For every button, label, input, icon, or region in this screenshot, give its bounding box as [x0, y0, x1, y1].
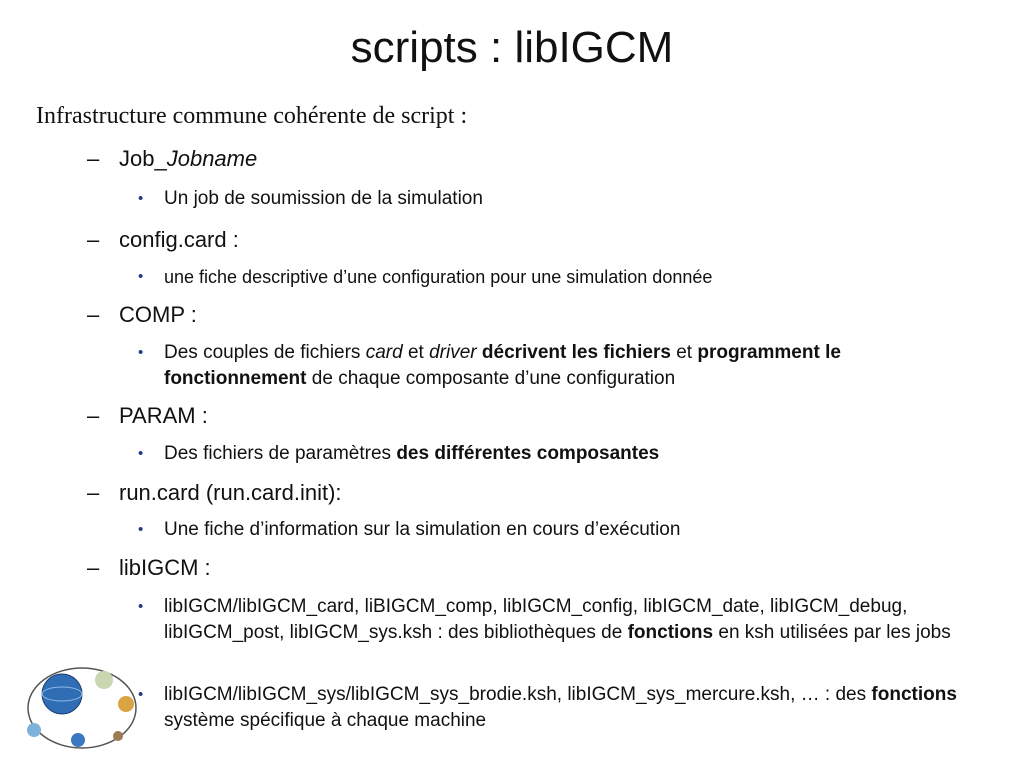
- dash-bullet: –: [87, 146, 100, 171]
- sub-item-text: Des fichiers de paramètres des différentes composantes: [164, 443, 660, 464]
- dot-bullet: •: [138, 686, 144, 703]
- logo-planet-1: [95, 671, 113, 689]
- logo-planet-2: [118, 696, 134, 712]
- dot-bullet: •: [138, 190, 144, 207]
- sub-item-text: Un job de soumission de la simulation: [164, 188, 483, 209]
- dash-bullet: –: [87, 403, 100, 428]
- dot-bullet: •: [138, 598, 144, 615]
- list-item-run-card: [87, 479, 342, 507]
- sub-item-text: Une fiche d’information sur la simulation en cours d’exécution: [164, 519, 681, 540]
- slide-title: scripts : libIGCM: [350, 23, 674, 72]
- sub-item-libigcm-sys: [138, 682, 988, 734]
- job-prefix: Job_: [119, 146, 167, 171]
- dash-bullet: –: [87, 480, 100, 505]
- logo-planet-5: [113, 731, 123, 741]
- sub-item-job: [138, 186, 988, 212]
- job-name: Jobname: [166, 146, 258, 171]
- dot-bullet: •: [138, 344, 144, 361]
- dot-bullet: •: [138, 521, 144, 538]
- dot-bullet: •: [138, 445, 144, 462]
- sub-item-text: libIGCM/libIGCM_sys/libIGCM_sys_brodie.ksh, libIGCM_sys_mercure.ksh, … : des fonctions système spécifique à chaque machine: [164, 684, 957, 731]
- dash-bullet: –: [87, 302, 100, 327]
- list-item-config-card: [87, 226, 239, 254]
- sub-item-param: [138, 441, 988, 467]
- dash-bullet: –: [87, 227, 100, 252]
- sub-item-run-card: [138, 517, 988, 543]
- sub-item-text: une fiche descriptive d’une configuration pour une simulation donnée: [164, 267, 713, 287]
- sub-item-config-card: [138, 264, 988, 290]
- list-item-job: [87, 145, 257, 173]
- logo-planet-4: [27, 723, 41, 737]
- ipsl-logo: [22, 660, 140, 754]
- item-label: PARAM :: [119, 403, 208, 428]
- item-label: COMP :: [119, 302, 197, 327]
- list-item-libigcm: [87, 554, 211, 582]
- sub-item-comp: [138, 340, 988, 392]
- slide-intro: Infrastructure commune cohérente de script :: [36, 103, 468, 129]
- logo-planet-3: [71, 733, 85, 747]
- sub-item-text: Des couples de fichiers card et driver décrivent les fichiers et programment le fonctionnement de chaque composante d’une configuration: [164, 342, 841, 389]
- list-item-param: [87, 402, 208, 430]
- dot-bullet: •: [138, 268, 144, 285]
- sub-item-text: libIGCM/libIGCM_card, liBIGCM_comp, libIGCM_config, libIGCM_date, libIGCM_debug, libIGCM_post, libIGCM_sys.ksh : des bibliothèques de fonctions en ksh utilisées par les jobs: [164, 596, 951, 643]
- sub-item-libigcm-libs: [138, 594, 988, 646]
- dash-bullet: –: [87, 555, 100, 580]
- item-label: config.card :: [119, 227, 239, 252]
- item-label: run.card (run.card.init):: [119, 480, 342, 505]
- list-item-comp: [87, 301, 197, 329]
- item-label: libIGCM :: [119, 555, 211, 580]
